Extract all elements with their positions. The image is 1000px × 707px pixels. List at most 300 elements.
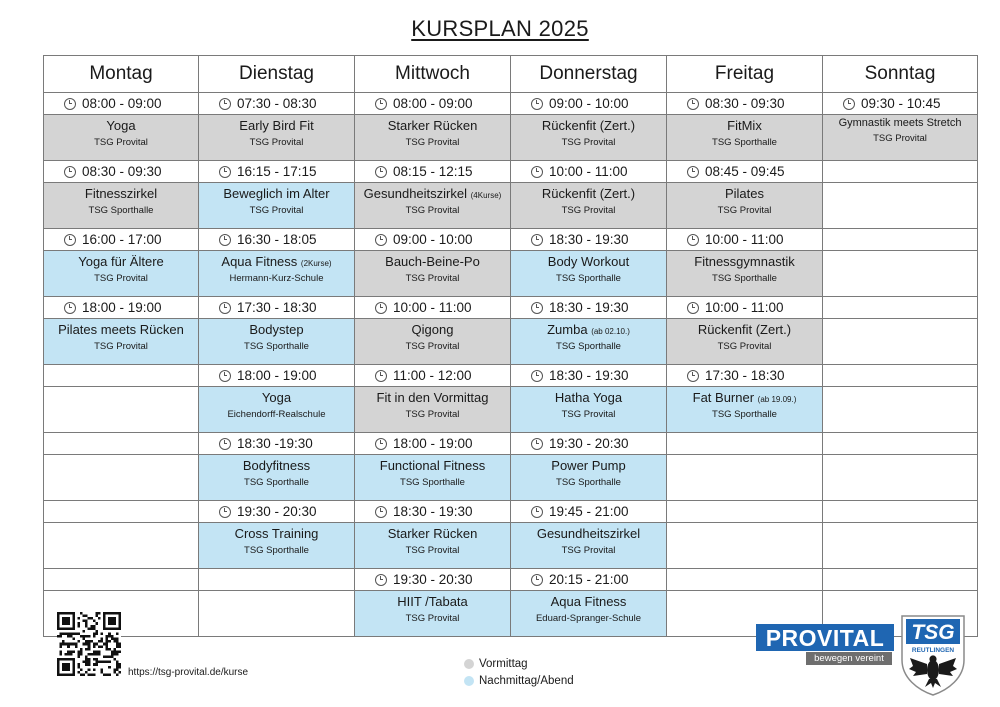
course-name-text: Pilates <box>724 186 765 201</box>
course-time-text: 09:00 - 10:00 <box>549 96 629 111</box>
course-name-text: HIIT /Tabata <box>397 594 468 609</box>
course-name <box>44 322 198 337</box>
empty-time-cell <box>823 569 978 591</box>
course-time-text: 18:30 - 19:30 <box>549 232 629 247</box>
course-name-text: Pilates meets Rücken <box>58 322 184 337</box>
empty-course-cell <box>823 455 978 501</box>
course-location: TSG Sporthalle <box>244 545 309 556</box>
time-cell <box>199 433 355 455</box>
course-time-text: 18:30 - 19:30 <box>549 300 629 315</box>
time-cell <box>44 297 199 319</box>
course-name <box>511 390 666 405</box>
course-location: TSG Sporthalle <box>712 409 777 420</box>
course-time <box>44 96 198 111</box>
course-location: TSG Sporthalle <box>712 273 777 284</box>
course-time <box>44 164 198 179</box>
qr-code <box>57 612 121 676</box>
course-name-text: Qigong <box>411 322 454 337</box>
day-header-donnerstag: Donnerstag <box>511 56 667 93</box>
time-cell <box>511 161 667 183</box>
course-cell <box>667 387 823 433</box>
empty-time-cell <box>44 433 199 455</box>
course-time-text: 08:15 - 12:15 <box>393 164 473 179</box>
course-time-text: 11:00 - 12:00 <box>393 368 472 383</box>
course-time <box>199 436 354 451</box>
course-cell <box>511 591 667 637</box>
course-time-text: 10:00 - 11:00 <box>705 300 784 315</box>
course-name <box>199 186 354 201</box>
course-name <box>199 390 354 405</box>
course-time-text: 18:00 - 19:00 <box>237 368 317 383</box>
course-cell <box>355 115 511 161</box>
course-name-text: Gesundheitszirkel <box>363 186 467 201</box>
course-name-text: Rückenfit (Zert.) <box>697 322 792 337</box>
course-time <box>511 436 666 451</box>
clock-icon <box>687 166 699 178</box>
course-time <box>44 232 198 247</box>
course-name-text: Starker Rücken <box>387 118 478 133</box>
time-cell <box>355 297 511 319</box>
course-time <box>511 572 666 587</box>
course-name-text: Aqua Fitness <box>221 254 298 269</box>
course-name <box>667 254 822 269</box>
course-time <box>667 300 822 315</box>
course-time-text: 16:30 - 18:05 <box>237 232 317 247</box>
course-location: TSG Provital <box>873 133 927 144</box>
clock-icon <box>687 370 699 382</box>
course-cell <box>199 523 355 569</box>
course-time <box>823 96 977 111</box>
course-time-text: 08:45 - 09:45 <box>705 164 785 179</box>
course-time <box>199 504 354 519</box>
course-time <box>355 504 510 519</box>
course-name <box>355 458 510 473</box>
course-cell <box>199 183 355 229</box>
course-time <box>199 164 354 179</box>
course-time <box>355 572 510 587</box>
clock-icon <box>531 438 543 450</box>
course-cell <box>511 251 667 297</box>
empty-time-cell <box>44 569 199 591</box>
course-time-text: 09:30 - 10:45 <box>861 96 941 111</box>
clock-icon <box>219 370 231 382</box>
course-time-text: 16:00 - 17:00 <box>82 232 162 247</box>
course-name-text: Zumba <box>547 322 588 337</box>
time-row <box>44 365 978 387</box>
course-row <box>44 455 978 501</box>
time-cell <box>355 93 511 115</box>
clock-icon <box>531 574 543 586</box>
course-cell <box>199 115 355 161</box>
tsg-logo-word: TSG <box>911 621 955 644</box>
course-cell <box>199 387 355 433</box>
course-name-text: Gesundheitszirkel <box>536 526 641 541</box>
legend <box>464 655 574 689</box>
course-time <box>355 164 510 179</box>
course-location: TSG Provital <box>405 205 460 216</box>
course-time <box>667 368 822 383</box>
course-time-text: 19:45 - 21:00 <box>549 504 629 519</box>
course-time <box>511 164 666 179</box>
course-note: (4Kurse) <box>470 191 502 200</box>
schedule-table <box>43 55 978 637</box>
course-name-text: Fat Burner <box>692 390 755 405</box>
course-name-text: Yoga <box>261 390 292 405</box>
course-name <box>511 254 666 269</box>
empty-course-cell <box>44 523 199 569</box>
clock-icon <box>843 98 855 110</box>
empty-course-cell <box>823 251 978 297</box>
empty-time-cell <box>823 161 978 183</box>
course-location: TSG Provital <box>405 545 460 556</box>
legend-label: Nachmittag/Abend <box>479 674 574 687</box>
clock-icon <box>375 438 387 450</box>
time-cell <box>511 569 667 591</box>
legend-label: Vormittag <box>479 657 528 670</box>
course-location: Eduard-Spranger-Schule <box>535 613 642 624</box>
course-cell <box>823 115 978 161</box>
course-location: TSG Provital <box>717 205 772 216</box>
course-name-text: Fitnessgymnastik <box>694 254 795 269</box>
course-cell <box>511 387 667 433</box>
clock-icon <box>64 98 76 110</box>
course-name <box>511 458 666 473</box>
day-header-dienstag: Dienstag <box>199 56 355 93</box>
course-time <box>667 232 822 247</box>
time-cell <box>355 501 511 523</box>
time-cell <box>44 229 199 251</box>
course-time <box>511 300 666 315</box>
course-name-text: Yoga <box>106 118 136 133</box>
time-cell <box>355 161 511 183</box>
course-location: TSG Sporthalle <box>244 341 309 352</box>
time-row <box>44 229 978 251</box>
course-time-text: 08:30 - 09:30 <box>705 96 785 111</box>
tsg-reutlingen-logo <box>898 614 968 696</box>
course-name-text: Early Bird Fit <box>239 118 314 133</box>
course-location: Eichendorff-Realschule <box>227 409 326 420</box>
time-cell <box>511 229 667 251</box>
course-name-text: Yoga für Ältere <box>78 254 164 269</box>
empty-course-cell <box>823 387 978 433</box>
course-time <box>199 232 354 247</box>
course-location: TSG Sporthalle <box>556 477 621 488</box>
course-name-text: Bauch-Beine-Po <box>385 254 480 269</box>
time-cell <box>199 229 355 251</box>
course-time <box>667 164 822 179</box>
legend-dot-nachmittag <box>464 676 474 686</box>
time-cell <box>199 501 355 523</box>
clock-icon <box>687 98 699 110</box>
course-location: TSG Provital <box>94 341 148 352</box>
course-row <box>44 523 978 569</box>
course-name-text: Functional Fitness <box>379 458 486 473</box>
course-cell <box>44 251 199 297</box>
course-location: TSG Provital <box>561 205 616 216</box>
course-time-text: 10:00 - 11:00 <box>393 300 472 315</box>
time-cell <box>199 365 355 387</box>
empty-time-cell <box>823 229 978 251</box>
course-name <box>44 186 198 201</box>
clock-icon <box>219 506 231 518</box>
clock-icon <box>219 98 231 110</box>
course-cell <box>511 319 667 365</box>
schedule-body <box>44 93 978 637</box>
course-time <box>355 436 510 451</box>
course-note: (ab 02.10.) <box>591 327 630 336</box>
course-location: TSG Provital <box>249 137 304 148</box>
course-time-text: 07:30 - 08:30 <box>237 96 317 111</box>
course-cell <box>667 251 823 297</box>
course-name <box>667 118 822 133</box>
time-cell <box>199 161 355 183</box>
empty-time-cell <box>823 433 978 455</box>
course-name <box>355 594 510 609</box>
course-cell <box>355 251 511 297</box>
course-cell <box>199 251 355 297</box>
time-row <box>44 569 978 591</box>
empty-course-cell <box>199 591 355 637</box>
time-cell <box>511 297 667 319</box>
time-row <box>44 433 978 455</box>
course-time-text: 09:00 - 10:00 <box>393 232 473 247</box>
clock-icon <box>531 302 543 314</box>
clock-icon <box>531 506 543 518</box>
course-time-text: 17:30 - 18:30 <box>237 300 317 315</box>
course-cell <box>355 455 511 501</box>
course-name-text: Bodystep <box>249 322 304 337</box>
clock-icon <box>375 98 387 110</box>
course-time-text: 08:00 - 09:00 <box>82 96 162 111</box>
provital-logo-tagline: bewegen vereint <box>806 652 892 665</box>
empty-time-cell <box>44 501 199 523</box>
course-name <box>199 458 354 473</box>
time-cell <box>511 501 667 523</box>
empty-time-cell <box>823 501 978 523</box>
clock-icon <box>531 166 543 178</box>
course-location: TSG Sporthalle <box>244 477 309 488</box>
course-row <box>44 251 978 297</box>
day-header-mittwoch: Mittwoch <box>355 56 511 93</box>
course-cell <box>355 523 511 569</box>
clock-icon <box>375 302 387 314</box>
empty-course-cell <box>823 183 978 229</box>
course-location: TSG Sporthalle <box>712 137 777 148</box>
time-cell <box>511 433 667 455</box>
course-name-text: Fitnesszirkel <box>84 186 158 201</box>
course-name <box>199 322 354 337</box>
time-row <box>44 161 978 183</box>
empty-time-cell <box>44 365 199 387</box>
clock-icon <box>219 302 231 314</box>
course-time-text: 18:00 - 19:00 <box>393 436 473 451</box>
course-location: TSG Provital <box>717 341 772 352</box>
course-name <box>355 526 510 541</box>
empty-time-cell <box>823 365 978 387</box>
time-cell <box>44 161 199 183</box>
course-name-text: Hatha Yoga <box>554 390 623 405</box>
course-location: TSG Provital <box>405 409 460 420</box>
time-cell <box>44 93 199 115</box>
course-name-text: Rückenfit (Zert.) <box>541 118 636 133</box>
course-time-text: 19:30 - 20:30 <box>393 572 473 587</box>
course-name <box>355 322 510 337</box>
legend-item-nachmittag <box>464 672 574 689</box>
empty-time-cell <box>667 501 823 523</box>
course-cell <box>511 455 667 501</box>
course-time-text: 19:30 - 20:30 <box>237 504 317 519</box>
time-cell <box>511 93 667 115</box>
course-cell <box>199 455 355 501</box>
empty-time-cell <box>199 569 355 591</box>
course-name <box>667 186 822 201</box>
clock-icon <box>219 166 231 178</box>
course-time-text: 16:15 - 17:15 <box>237 164 317 179</box>
course-cell <box>44 319 199 365</box>
day-header-montag: Montag <box>44 56 199 93</box>
course-location: TSG Provital <box>405 137 460 148</box>
course-name <box>511 118 666 133</box>
time-cell <box>355 365 511 387</box>
course-name <box>44 118 198 133</box>
course-location: TSG Provital <box>561 545 616 556</box>
legend-item-vormittag <box>464 655 574 672</box>
empty-course-cell <box>667 523 823 569</box>
course-name-text: Body Workout <box>547 254 630 269</box>
course-name <box>355 254 510 269</box>
clock-icon <box>687 302 699 314</box>
clock-icon <box>375 574 387 586</box>
course-name-text: Gymnastik meets Stretch <box>838 117 962 129</box>
clock-icon <box>531 98 543 110</box>
course-name <box>355 118 510 133</box>
course-location: TSG Provital <box>94 273 148 284</box>
course-name <box>667 390 822 405</box>
course-name <box>44 254 198 269</box>
course-cell <box>355 183 511 229</box>
course-location: Hermann-Kurz-Schule <box>229 273 324 284</box>
course-name <box>511 186 666 201</box>
empty-time-cell <box>667 433 823 455</box>
course-name-text: Rückenfit (Zert.) <box>541 186 636 201</box>
course-cell <box>667 183 823 229</box>
course-cell <box>511 183 667 229</box>
course-name-text: Fit in den Vormittag <box>376 390 489 405</box>
time-cell <box>355 229 511 251</box>
course-time <box>355 96 510 111</box>
day-header-row <box>44 56 978 93</box>
course-location: TSG Provital <box>249 205 304 216</box>
clock-icon <box>375 234 387 246</box>
time-cell <box>667 161 823 183</box>
provital-logo <box>756 624 894 666</box>
course-time <box>199 96 354 111</box>
time-row <box>44 297 978 319</box>
course-location: TSG Provital <box>405 341 460 352</box>
empty-time-cell <box>823 297 978 319</box>
course-cell <box>199 319 355 365</box>
course-time-text: 10:00 - 11:00 <box>705 232 784 247</box>
course-time-text: 19:30 - 20:30 <box>549 436 629 451</box>
clock-icon <box>687 234 699 246</box>
course-time-text: 10:00 - 11:00 <box>549 164 628 179</box>
course-name <box>199 254 354 269</box>
course-time-text: 18:30 - 19:30 <box>393 504 473 519</box>
course-time-text: 20:15 - 21:00 <box>549 572 629 587</box>
time-cell <box>355 433 511 455</box>
course-time-text: 18:30 -19:30 <box>237 436 313 451</box>
course-time-text: 18:00 - 19:00 <box>82 300 162 315</box>
clock-icon <box>64 234 76 246</box>
empty-course-cell <box>667 455 823 501</box>
course-name <box>823 117 977 129</box>
clock-icon <box>375 166 387 178</box>
course-cell <box>511 523 667 569</box>
course-note: (ab 19.09.) <box>757 395 797 404</box>
clock-icon <box>64 302 76 314</box>
course-row <box>44 115 978 161</box>
course-cell <box>511 115 667 161</box>
course-name-text: Aqua Fitness <box>550 594 627 609</box>
course-name <box>199 118 354 133</box>
clock-icon <box>219 438 231 450</box>
course-location: TSG Sporthalle <box>400 477 465 488</box>
time-cell <box>667 229 823 251</box>
course-time <box>44 300 198 315</box>
legend-dot-vormittag <box>464 659 474 669</box>
course-name <box>355 186 510 201</box>
course-name <box>199 526 354 541</box>
course-time <box>355 232 510 247</box>
course-name-text: Starker Rücken <box>387 526 478 541</box>
course-location: TSG Provital <box>94 137 148 148</box>
time-cell <box>199 297 355 319</box>
course-row <box>44 387 978 433</box>
course-location: TSG Sporthalle <box>556 341 621 352</box>
time-cell <box>511 365 667 387</box>
course-time-text: 18:30 - 19:30 <box>549 368 629 383</box>
course-name-text: Power Pump <box>551 458 626 473</box>
time-row <box>44 501 978 523</box>
day-header-freitag: Freitag <box>667 56 823 93</box>
course-name-text: FitMix <box>727 118 762 133</box>
clock-icon <box>531 234 543 246</box>
course-name-text: Cross Training <box>234 526 319 541</box>
provital-logo-word: PROVITAL <box>756 624 894 651</box>
clock-icon <box>64 166 76 178</box>
day-header-sonntag: Sonntag <box>823 56 978 93</box>
course-time <box>511 368 666 383</box>
clock-icon <box>375 506 387 518</box>
time-cell <box>199 93 355 115</box>
course-name <box>511 526 666 541</box>
course-name <box>667 322 822 337</box>
clock-icon <box>375 370 387 382</box>
course-location: TSG Provital <box>561 137 616 148</box>
empty-course-cell <box>823 523 978 569</box>
course-location: TSG Sporthalle <box>556 273 621 284</box>
course-time <box>199 300 354 315</box>
course-time <box>355 368 510 383</box>
course-time <box>511 96 666 111</box>
time-row <box>44 93 978 115</box>
empty-course-cell <box>823 319 978 365</box>
clock-icon <box>531 370 543 382</box>
empty-course-cell <box>44 455 199 501</box>
course-location: TSG Provital <box>405 273 460 284</box>
course-name-text: Bodyfitness <box>242 458 311 473</box>
course-cell <box>667 115 823 161</box>
